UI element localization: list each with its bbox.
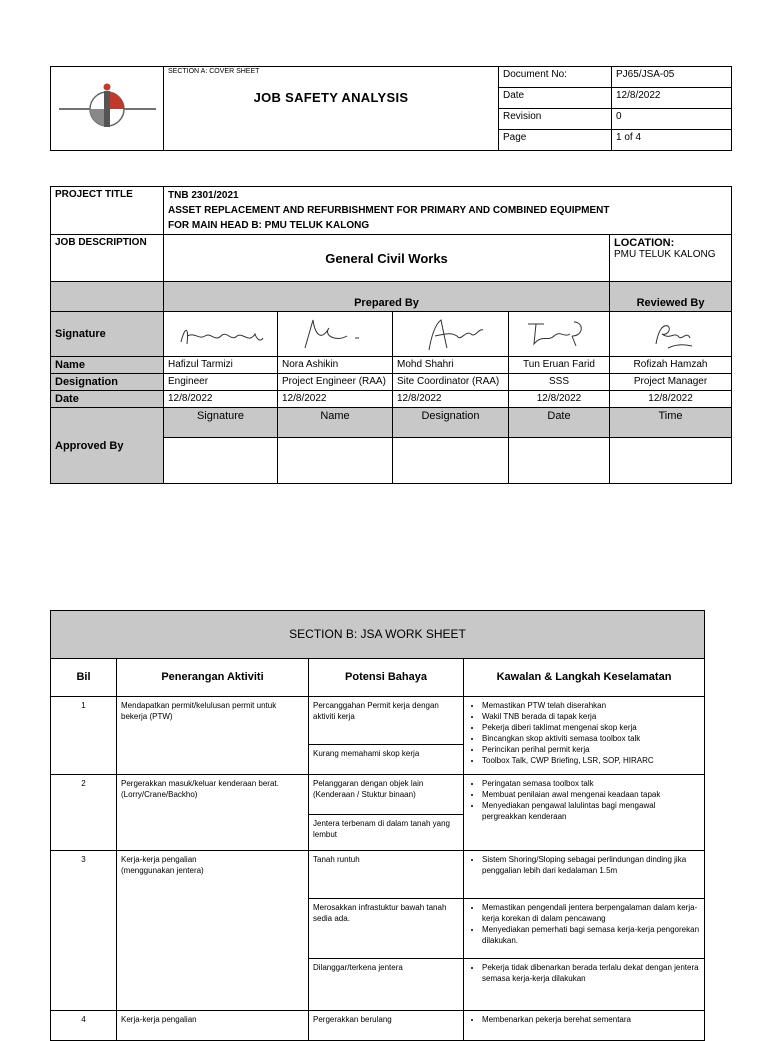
person-designation: Project Engineer (RAA) <box>278 374 393 391</box>
control-item: • Pekerja diberi taklimat mengenai skop kerja <box>482 722 700 733</box>
person-date: 12/8/2022 <box>610 391 732 408</box>
person-designation: SSS <box>509 374 610 391</box>
person-designation: Project Manager <box>610 374 732 391</box>
control-item: • Menyediakan pengawal lalulintas bagi mengawal pergreakkan kenderaan <box>482 800 700 822</box>
meta-value-page: 1 of 4 <box>612 130 732 151</box>
row-activity <box>117 851 309 1011</box>
meta-value-date: 12/8/2022 <box>612 88 732 109</box>
control-item: • Memastikan PTW telah diserahkan <box>482 700 700 711</box>
row-hazard: Pergerakkan berulang <box>309 1011 464 1041</box>
job-description-label: JOB DESCRIPTION <box>51 235 164 282</box>
job-description-value <box>164 235 610 282</box>
table-row <box>51 775 705 815</box>
title-cell <box>164 67 499 151</box>
signature-image <box>514 314 604 354</box>
row-hazard: Jentera terbenam di dalam tanah yang lembut <box>309 815 464 851</box>
meta-value-revision: 0 <box>612 109 732 130</box>
control-item: • Menyediakan pemerhati bagi semasa kerja-kerja pengorekan dilakukan. <box>482 924 700 946</box>
person-name: Nora Ashikin <box>278 357 393 374</box>
signature-image <box>616 314 726 354</box>
project-title-line: TNB 2301/2021 <box>168 190 239 201</box>
row-bil: 3 <box>51 851 117 1011</box>
name-row-label: Name <box>51 357 164 374</box>
person-date: 12/8/2022 <box>509 391 610 408</box>
signature-cell <box>393 312 509 357</box>
activity-line: Pergerakkan masuk/keluar kenderaan berat. <box>121 779 279 788</box>
meta-label-doc-no: Document No: <box>499 67 612 88</box>
row-activity: Kerja-kerja pengalian <box>117 1011 309 1041</box>
person-name: Hafizul Tarmizi <box>164 357 278 374</box>
approved-col-designation: Designation <box>393 408 509 438</box>
location-value: PMU TELUK KALONG <box>614 249 716 260</box>
control-item: • Bincangkan skop aktiviti semasa toolbox talk <box>482 733 700 744</box>
signature-image <box>171 314 271 354</box>
row-bil: 2 <box>51 775 117 851</box>
row-hazard: Percanggahan Permit kerja dengan aktiviti kerja <box>309 697 464 745</box>
approved-col-date: Date <box>509 408 610 438</box>
prepared-blank-cell <box>51 282 164 312</box>
section-b-title: SECTION B: JSA WORK SHEET <box>289 627 466 641</box>
col-header-bil: Bil <box>51 659 117 697</box>
activity-line: (Lorry/Crane/Backho) <box>121 790 198 799</box>
activity-line: Kerja-kerja pengalian <box>121 855 197 864</box>
date-row-label: Date <box>51 391 164 408</box>
approved-col-name: Name <box>278 408 393 438</box>
row-hazard: Kurang memahami skop kerja <box>309 745 464 775</box>
prepared-by-label: Prepared By <box>354 297 419 309</box>
col-header-activity: Penerangan Aktiviti <box>117 659 309 697</box>
row-hazard: Merosakkan infrastuktur bawah tanah sedia ada. <box>309 899 464 959</box>
person-name: Mohd Shahri <box>393 357 509 374</box>
signature-cell <box>610 312 732 357</box>
table-row <box>51 1011 705 1041</box>
reviewed-by-label: Reviewed By <box>636 297 705 309</box>
section-a-label: SECTION A: COVER SHEET <box>168 68 260 75</box>
signature-image <box>285 314 385 354</box>
meta-label-page: Page <box>499 130 612 151</box>
project-title-value <box>164 187 732 235</box>
meta-label-date: Date <box>499 88 612 109</box>
row-bil: 4 <box>51 1011 117 1041</box>
row-controls <box>464 959 705 1011</box>
control-item: • Memastikan pengendali jentera berpengalaman dalam kerja-kerja korekan di dalam pencawang <box>482 902 700 924</box>
meta-label-revision: Revision <box>499 109 612 130</box>
signature-cell <box>509 312 610 357</box>
approved-name-value <box>278 438 393 484</box>
person-designation: Engineer <box>164 374 278 391</box>
control-item: • Pekerja tidak dibenarkan berada terlalu dekat dengan jentera semasa kerja-kerja dilakukan <box>482 962 700 984</box>
approved-time-value <box>610 438 732 484</box>
section-b-header <box>51 611 705 659</box>
activity-line: (menggunakan jentera) <box>121 866 204 875</box>
row-controls <box>464 775 705 851</box>
control-item: • Peringatan semasa toolbox talk <box>482 778 700 789</box>
person-name: Tun Eruan Farid <box>509 357 610 374</box>
person-date: 12/8/2022 <box>278 391 393 408</box>
approved-date-value <box>509 438 610 484</box>
row-bil: 1 <box>51 697 117 775</box>
col-header-hazard: Potensi Bahaya <box>309 659 464 697</box>
approved-designation-value <box>393 438 509 484</box>
row-hazard: Pelanggaran dengan objek lain (Kenderaan / Stuktur binaan) <box>309 775 464 815</box>
col-header-controls: Kawalan & Langkah Keselamatan <box>464 659 705 697</box>
meta-value-doc-no: PJ65/JSA-05 <box>612 67 732 88</box>
row-activity: Mendapatkan permit/kelulusan permit untuk bekerja (PTW) <box>117 697 309 775</box>
document-title: JOB SAFETY ANALYSIS <box>253 90 409 105</box>
table-row <box>51 851 705 899</box>
signature-cell <box>164 312 278 357</box>
control-item: • Sistem Shoring/Sloping sebagai perlindungan dinding jika penggalian lebih dari kedalaman 1.5m <box>482 854 700 876</box>
row-activity <box>117 775 309 851</box>
approved-col-signature: Signature <box>164 408 278 438</box>
row-controls <box>464 899 705 959</box>
designation-row-label: Designation <box>51 374 164 391</box>
control-item: • Toolbox Talk, CWP Briefing, LSR, SOP, HIRARC <box>482 755 700 766</box>
company-logo-icon <box>51 77 164 137</box>
control-item: • Membuat penilaian awal mengenai keadaan tapak <box>482 789 700 800</box>
row-controls <box>464 1011 705 1041</box>
row-hazard: Tanah runtuh <box>309 851 464 899</box>
signature-image <box>401 314 501 354</box>
project-title-label: PROJECT TITLE <box>51 187 164 235</box>
person-designation: Site Coordinator (RAA) <box>393 374 509 391</box>
project-info-table <box>50 186 732 484</box>
approved-by-label: Approved By <box>51 408 164 484</box>
prepared-by-header <box>164 282 610 312</box>
approved-signature-value <box>164 438 278 484</box>
control-item: • Perincikan perihal permit kerja <box>482 744 700 755</box>
jsa-worksheet-table <box>50 610 705 1041</box>
control-item: • Wakil TNB berada di tapak kerja <box>482 711 700 722</box>
table-row <box>51 697 705 745</box>
cover-header-table <box>50 66 732 151</box>
control-item: • Membenarkan pekerja berehat sementara <box>482 1014 700 1025</box>
row-controls <box>464 697 705 775</box>
signature-cell <box>278 312 393 357</box>
reviewed-by-header <box>610 282 732 312</box>
person-date: 12/8/2022 <box>164 391 278 408</box>
row-hazard: Dilanggar/terkena jentera <box>309 959 464 1011</box>
row-controls <box>464 851 705 899</box>
location-cell <box>610 235 732 282</box>
location-label: LOCATION: <box>614 237 675 249</box>
person-date: 12/8/2022 <box>393 391 509 408</box>
signature-row-label: Signature <box>51 312 164 357</box>
job-description-text: General Civil Works <box>325 250 448 266</box>
approved-col-time: Time <box>610 408 732 438</box>
project-title-line: ASSET REPLACEMENT AND REFURBISHMENT FOR PRIMARY AND COMBINED EQUIPMENT <box>168 205 610 216</box>
project-title-line: FOR MAIN HEAD B: PMU TELUK KALONG <box>168 220 370 231</box>
person-name: Rofizah Hamzah <box>610 357 732 374</box>
company-logo-cell <box>51 67 164 151</box>
